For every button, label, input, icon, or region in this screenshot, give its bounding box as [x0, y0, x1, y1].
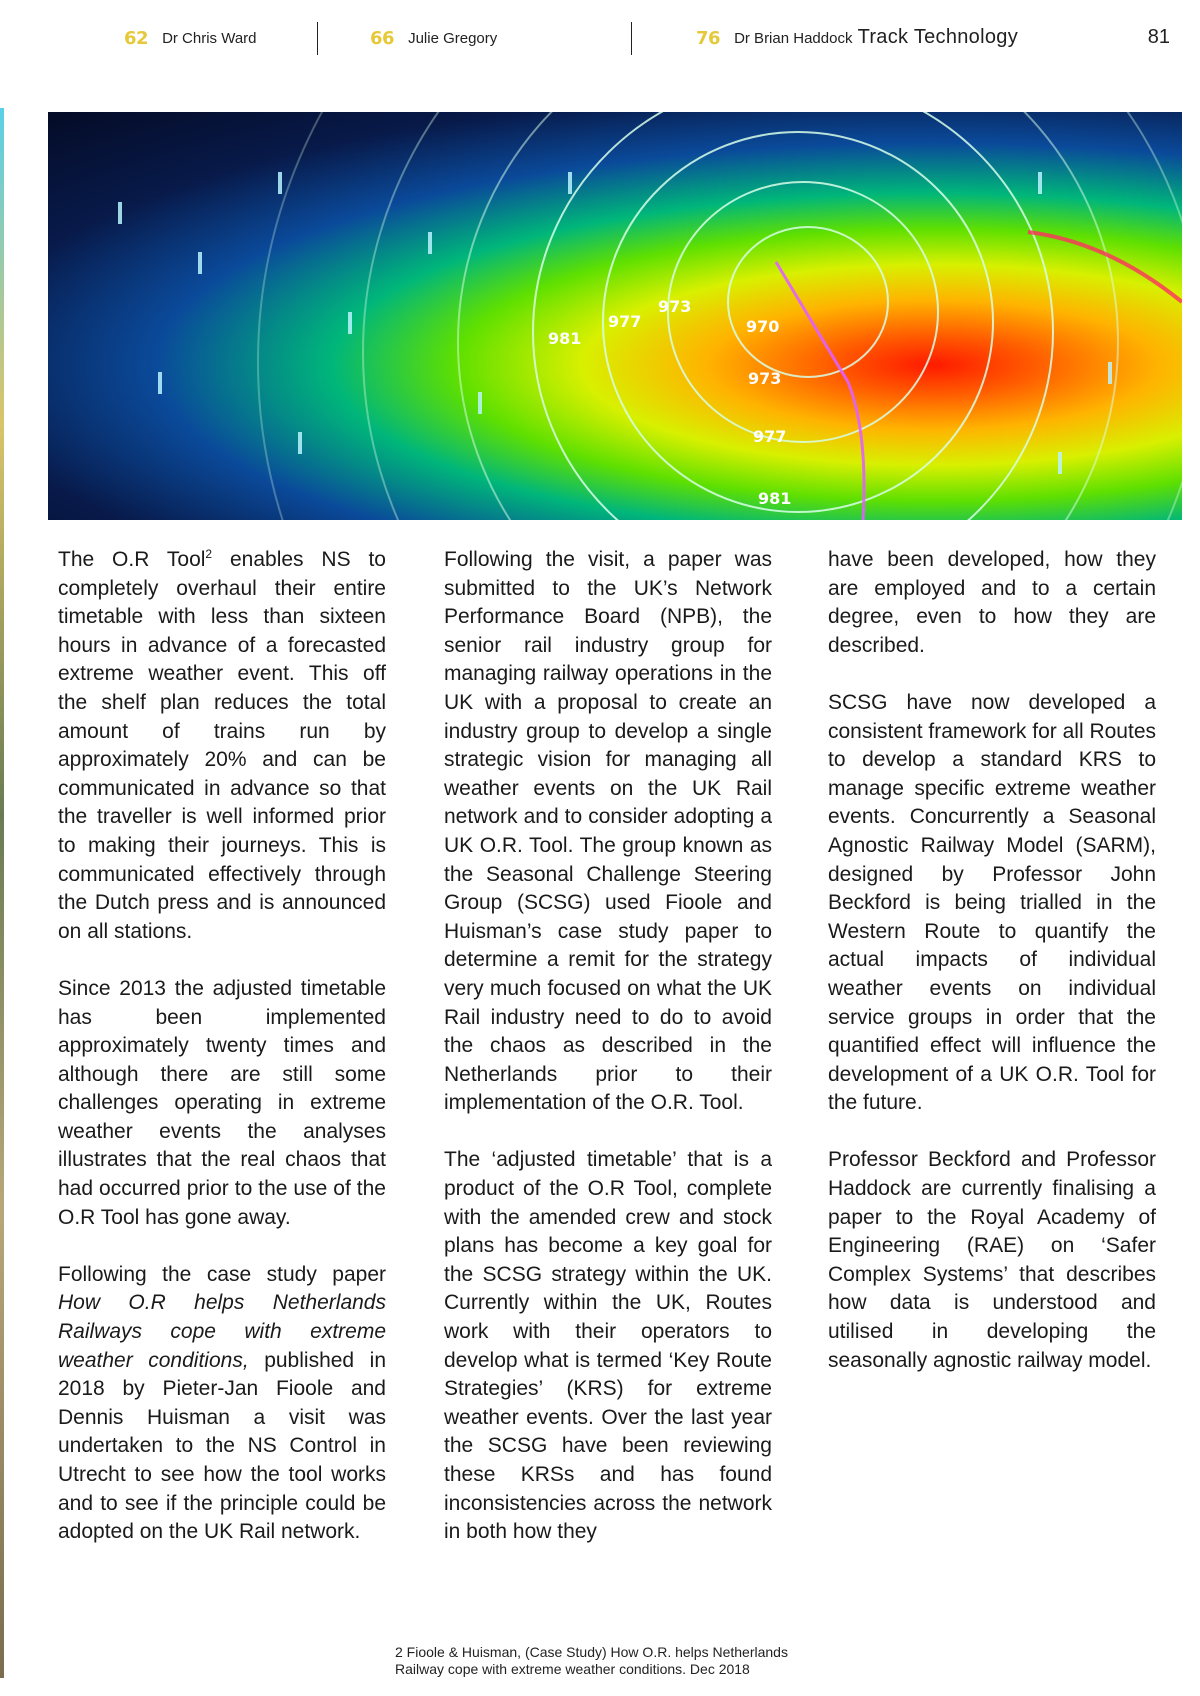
wind-arrow [158, 372, 162, 394]
text-column-1 [58, 546, 386, 1575]
wind-arrow [1038, 172, 1042, 194]
isobar-label: 981 [548, 329, 582, 348]
isobar-ring [668, 182, 938, 442]
isobar-label: 973 [748, 369, 782, 388]
header-ref-number: 62 [124, 28, 149, 49]
paragraph-text: The O.R Tool [58, 548, 206, 571]
weather-front-line [776, 262, 864, 520]
section-title: Track Technology [857, 26, 1018, 48]
wind-arrow [278, 172, 282, 194]
paragraph-text: Following the case study paper [58, 1262, 386, 1286]
isobar-label: 977 [608, 312, 642, 331]
wind-arrow [118, 202, 122, 224]
page-header [0, 0, 1200, 80]
paragraph: have been developed, how they are employed and to a certain degree, even to how they are described. [828, 548, 1156, 657]
paragraph: Following the visit, a paper was submitted to the UK’s Network Performance Board (NPB), the senior rail industry group for managing railway operations in the UK with a proposal to create an industry group to develop a single strategic vision for managing all weather events on the UK Rail network and to consider adopting a UK O.R. Tool. The group known as the Seasonal Challenge Steering Group (SCSG) used Fioole and Huisman’s case study paper to determine a remit for the strategy very much focused on what the UK Rail industry need to do to avoid the chaos as described in the Netherlands prior to their implementation of the O.R. Tool. [444, 548, 772, 1115]
isobar-ring [603, 132, 993, 512]
wind-arrow [568, 172, 572, 194]
paragraph-text: enables NS to completely overhaul their entire timetable with less than sixteen hours in advance of a forecasted extreme weather event. This off the shelf plan reduces the total amount of trains run by approximately 20% and can be communicated in advance so that the traveller is well informed prior to making their journeys. This is communicated effectively through the Dutch press and is announced on all stations. [58, 548, 386, 943]
isobar-label: 977 [753, 427, 787, 446]
text-column-3 [828, 546, 1156, 1404]
header-divider [317, 22, 318, 55]
footnote-marker[interactable]: 2 [205, 547, 213, 561]
header-ref-author: Dr Chris Ward [162, 30, 257, 47]
isobar-label: 973 [658, 297, 692, 316]
header-ref-3[interactable] [696, 28, 852, 49]
wind-arrow [348, 312, 352, 334]
isobar-ring [258, 112, 1182, 520]
isobar-overlay [48, 112, 1182, 520]
footnote [395, 1644, 875, 1678]
text-column-2 [444, 546, 772, 1575]
case-study-title: How O.R helps Netherlands Railways cope with extreme weather conditions, [58, 1291, 386, 1372]
paragraph: Since 2013 the adjusted timetable has been implemented approximately twenty times and although there are still some challenges operating in extreme weather events the analyses illustrates that the real chaos that had occurred prior to the use of the O.R Tool has gone away. [58, 976, 386, 1229]
paragraph: The ‘adjusted timetable’ that is a product of the O.R Tool, complete with the amended crew and stock plans has become a key goal for the SCSG strategy within the UK. Currently within the UK, Routes work with their operators to develop what is termed ‘Key Route Strategies’ (KRS) for extreme weather events. Over the last year the SCSG have been reviewing these KRSs and has found inconsistencies across the network in both how they [444, 1148, 772, 1544]
footnote-line: Railway cope with extreme weather conditions. Dec 2018 [395, 1661, 750, 1677]
isobar-label: 981 [758, 489, 792, 508]
paragraph: Professor Beckford and Professor Haddock are currently finalising a paper to the Royal Academy of Engineering (RAE) on ‘Safer Complex Systems’ that describes how data is understood and utilised in developing the seasonally agnostic railway model. [828, 1148, 1156, 1372]
paragraph: SCSG have now developed a consistent framework for all Routes to develop a standard KRS to manage specific extreme weather events. Concurrently a Seasonal Agnostic Railway Model (SARM), designed by Professor John Beckford is being trialled in the Western Route to quantify the actual impacts of individual weather events on individual service groups in order that the quantified effect will influence the development of a UK O.R. Tool for the future. [828, 690, 1156, 1115]
wind-arrow [198, 252, 202, 274]
header-ref-author: Julie Gregory [408, 30, 498, 47]
adjacent-page-edge [0, 108, 4, 1678]
wind-arrow [428, 232, 432, 254]
warm-front-line [1028, 232, 1182, 302]
wind-arrow [1108, 362, 1112, 384]
isobar-ring [728, 227, 888, 377]
header-ref-1[interactable] [124, 28, 257, 49]
wind-arrow [1058, 452, 1062, 474]
isobar-label: 970 [746, 317, 780, 336]
header-ref-number: 66 [370, 28, 395, 49]
wind-arrow [478, 392, 482, 414]
paragraph [58, 1261, 386, 1547]
header-ref-2[interactable] [370, 28, 497, 49]
footnote-line: 2 Fioole & Huisman, (Case Study) How O.R. helps Netherlands [395, 1644, 788, 1660]
page-number: 81 [1147, 26, 1170, 48]
paragraph [58, 546, 386, 946]
paragraph-text: published in 2018 by Pieter-Jan Fioole and Dennis Huisman a visit was undertaken to the NS Control in Utrecht to see how the tool works and to see if the principle could be adopted on the UK Rail network. [58, 1348, 386, 1544]
header-ref-number: 76 [696, 28, 721, 49]
wind-arrow [298, 432, 302, 454]
weather-pressure-map-image [48, 112, 1182, 520]
header-ref-author: Dr Brian Haddock [734, 30, 853, 47]
header-divider [631, 22, 632, 55]
